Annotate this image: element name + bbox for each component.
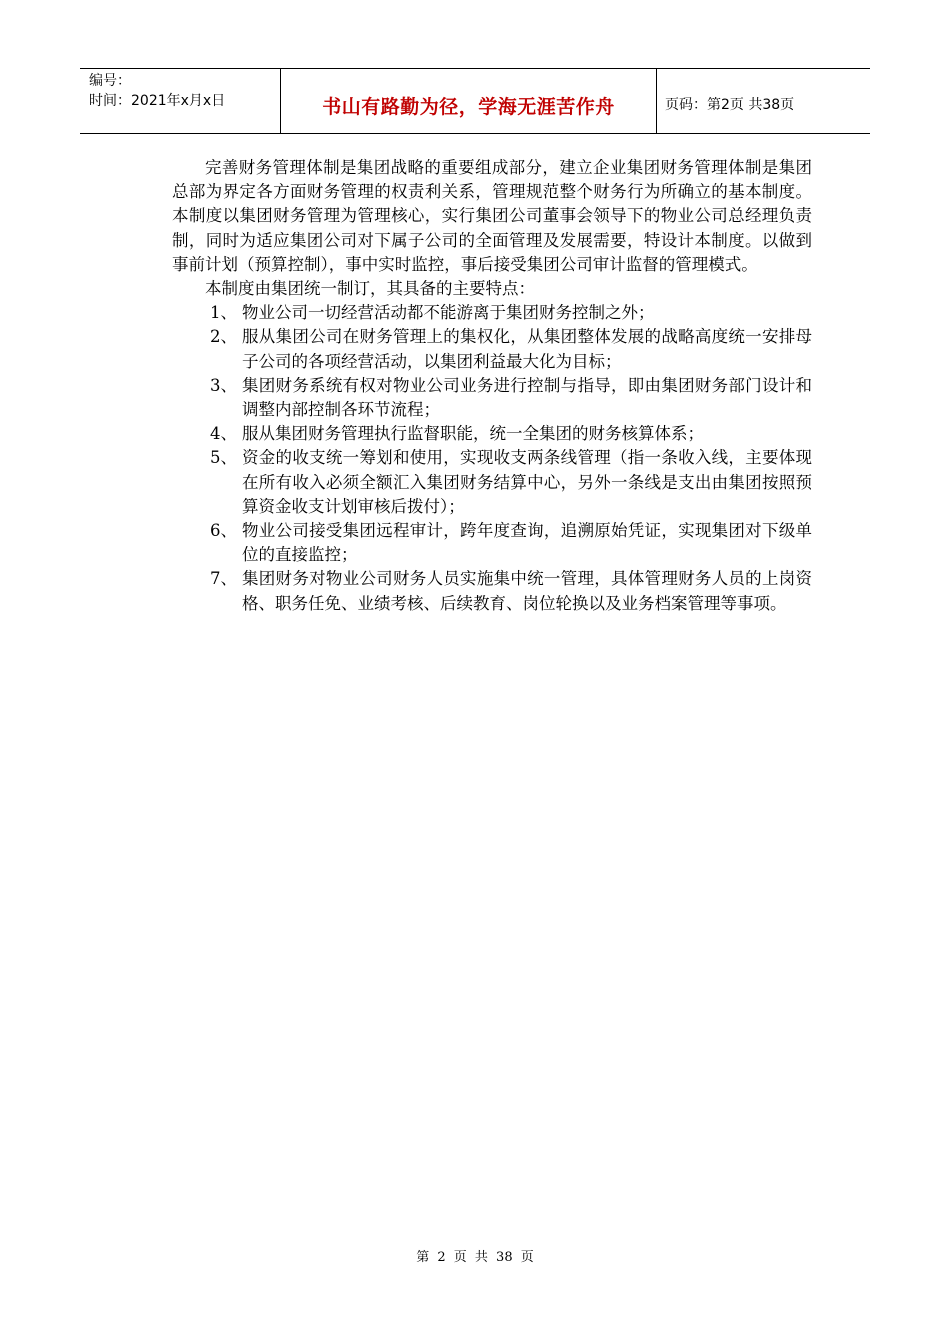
list-item-number: 2、 <box>210 327 237 347</box>
list-item-text: 服从集团财务管理执行监督职能，统一全集团的财务核算体系； <box>242 424 704 444</box>
list-item <box>172 422 812 446</box>
document-body <box>172 156 812 616</box>
footer-page-number: 第 2 页 共 38 页 <box>416 1250 534 1265</box>
list-item <box>172 567 812 615</box>
list-item-number: 1、 <box>210 303 237 323</box>
features-intro: 本制度由集团统一制订，其具备的主要特点： <box>205 279 535 299</box>
list-item-number: 4、 <box>210 424 237 444</box>
list-item-text: 服从集团公司在财务管理上的集权化，从集团整体发展的战略高度统一安排母子公司的各项经营活动，以集团利益最大化为目标； <box>242 327 812 371</box>
list-item-text: 物业公司接受集团远程审计，跨年度查询，追溯原始凭证，实现集团对下级单位的直接监控； <box>242 521 812 565</box>
list-item-number: 5、 <box>210 448 237 468</box>
page-header <box>80 68 870 134</box>
body-paragraph: 完善财务管理体制是集团战略的重要组成部分，建立企业集团财务管理体制是集团总部为界定各方面财务管理的权责利关系，管理规范整个财务行为所确立的基本制度。本制度以集团财务管理为管理核心，实行集团公司董事会领导下的物业公司总经理负责制，同时为适应集团公司对下属子公司的全面管理及发展需要，特设计本制度。以做到事前计划（预算控制），事中实时监控，事后接受集团公司审计监督的管理模式。 <box>172 158 812 274</box>
header-motto-cell <box>281 69 657 133</box>
list-item-text: 集团财务系统有权对物业公司业务进行控制与指导，即由集团财务部门设计和调整内部控制各环节流程； <box>242 375 812 420</box>
list-item <box>172 519 812 567</box>
header-page-info: 页码：第2页 共38页 <box>665 97 795 113</box>
list-item-text: 资金的收支统一筹划和使用，实现收支两条线管理（指一条收入线，主要体现在所有收入必须全额汇入集团财务结算中心，另外一条线是支出由集团按照预算资金收支计划审核后拨付）； <box>242 448 812 516</box>
page-footer <box>0 1246 950 1265</box>
header-meta-cell <box>80 69 281 133</box>
document-number-label: 编号： <box>89 73 131 89</box>
header-page-cell <box>657 69 870 133</box>
list-item-number: 6、 <box>210 521 237 541</box>
list-item-text: 物业公司一切经营活动都不能游离于集团财务控制之外； <box>242 303 655 323</box>
document-date-label: 时间：2021年x月x日 <box>89 93 226 109</box>
list-item <box>172 325 812 373</box>
list-item <box>172 374 812 422</box>
list-item-number: 3、 <box>210 375 237 395</box>
list-item-number: 7、 <box>210 569 237 589</box>
list-item <box>172 446 812 519</box>
list-item-text: 集团财务对物业公司财务人员实施集中统一管理，具体管理财务人员的上岗资格、职务任免、业绩考核、后续教育、岗位轮换以及业务档案管理等事项。 <box>242 569 812 613</box>
header-motto: 书山有路勤为径，学海无涯苦作舟 <box>322 95 615 118</box>
list-item <box>172 301 812 325</box>
